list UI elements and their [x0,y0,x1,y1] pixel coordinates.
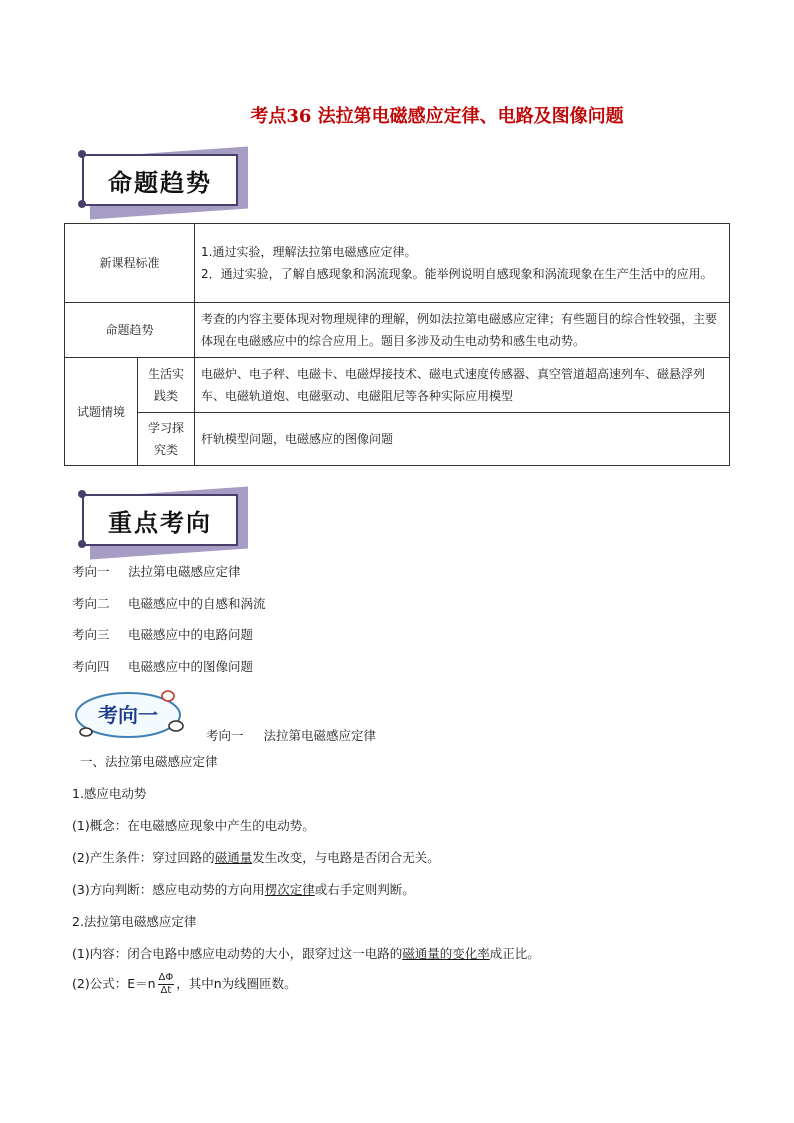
list-item: 考向三 电磁感应中的电路问题 [72,627,254,642]
badge-caption: 考向一 法拉第电磁感应定律 [206,728,377,743]
paragraph-concept: (1)概念：在电磁感应现象中产生的电动势。 [72,818,315,833]
list-item: 考向一 法拉第电磁感应定律 [72,564,241,579]
trend-banner-label: 命题趋势 [82,154,238,206]
row-label-standard: 新课程标准 [65,224,195,303]
section-heading: 一、法拉第电磁感应定律 [80,754,218,769]
standards-table [64,223,730,466]
row-content-practice: 电磁炉、电子秤、电磁卡、电磁焊接技术、磁电式速度传感器、真空管道超高速列车、磁悬浮列车、电磁轨道炮、电磁驱动、电磁阻尼等各种实际应用模型 [195,358,730,413]
list-item: 考向四 电磁感应中的图像问题 [72,658,254,674]
standard-line-1: 1.通过实验，理解法拉第电磁感应定律。 [201,245,417,259]
row-content-inquiry: 杆轨模型问题，电磁感应的图像问题 [195,413,730,466]
sub-label-inquiry: 学习探究类 [138,413,195,466]
focus-banner-label: 重点考向 [82,494,238,546]
paragraph-content: (1)内容：闭合电路中感应电动势的大小，跟穿过这一电路的磁通量的变化率成正比。 [72,946,540,961]
paragraph-formula: (2)公式：E＝n $\frac{\Delta\Phi}{\Delta t}$ ，其中n为线圈匝数。 [72,972,297,996]
focus-banner [78,482,254,560]
badge-label: 考向一 [98,703,158,727]
row-content-trend: 考查的内容主要体现对物理规律的理解，例如法拉第电磁感应定律；有些题目的综合性较强，主要体现在电磁感应中的综合应用上。题目多涉及动生电动势和感生电动势。 [195,303,730,358]
document-title: 考点36 法拉第电磁感应定律、电路及图像问题 [250,106,624,127]
subheading-faraday: 2.法拉第电磁感应定律 [72,914,197,929]
badge-cloud-shape [72,688,188,740]
sub-label-practice: 生活实践类 [138,358,195,413]
standard-line-2: 2．通过实验，了解自感现象和涡流现象。能举例说明自感现象和涡流现象在生产生活中的应用。 [201,267,713,281]
row-label-scenario: 试题情境 [65,358,138,466]
trend-banner [78,142,254,220]
row-content-standard [195,224,730,303]
list-item: 考向二 电磁感应中的自感和涡流 [72,595,266,611]
focus-list [72,562,266,688]
table-row [65,358,730,413]
table-row [65,303,730,358]
subheading-emf: 1.感应电动势 [72,786,147,801]
table-row [65,224,730,303]
section-badge [72,688,188,740]
paragraph-direction: (3)方向判断：感应电动势的方向用楞次定律或右手定则判断。 [72,882,415,897]
paragraph-condition: (2)产生条件：穿过回路的磁通量发生改变，与电路是否闭合无关。 [72,850,440,865]
row-label-trend: 命题趋势 [65,303,195,358]
table-row [65,413,730,466]
formula-fraction: $\frac{\Delta\Phi}{\Delta t}$ [158,972,174,996]
